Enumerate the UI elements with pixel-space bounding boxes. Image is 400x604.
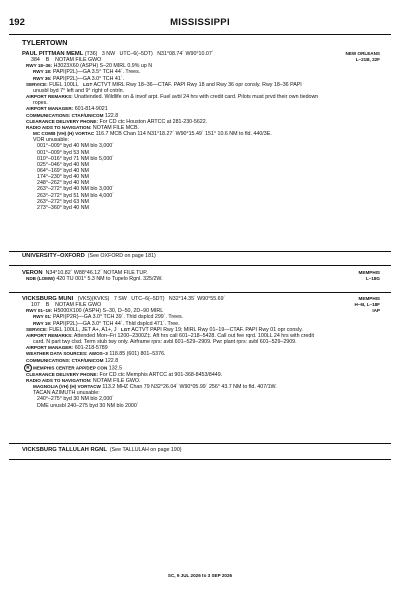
clearance-label: CLEARANCE DELIVERY PHONE: <box>26 118 98 124</box>
clearance-label: CLEARANCE DELIVERY PHONE: <box>26 371 98 377</box>
airport-coords: N32°14.35´ W90°55.69´ <box>168 296 226 302</box>
sectional-name: MEMPHIS <box>358 270 380 275</box>
vor-restriction: 248°–262° byd 40 NM <box>37 180 89 187</box>
navaid-entry-veron <box>22 270 380 282</box>
section-divider <box>9 459 391 460</box>
vor-restriction: 273°–360° byd 40 NM <box>37 204 89 211</box>
manager-label: AIRPORT MANAGER: <box>26 345 74 351</box>
runway-label: RWY 01–19: <box>26 308 53 314</box>
remarks-data-cont: ropes. <box>33 100 48 107</box>
sectional-name: MEMPHIS <box>358 296 380 301</box>
runway-end-data: PAPI(P2L)—GA 3.0° TCH 41´. <box>52 75 125 82</box>
vortac-data: 116.7 MCB Chan 114 N31°18.27´ W90°15.49´ 151° 10.6 NM to fld. 440/3E. <box>95 131 272 138</box>
runway-end-data: PAPI(P2L)—GA 3.5° TCH 44´. Trees. <box>52 69 141 76</box>
chart-ref: L–18G <box>365 276 380 281</box>
tacan-restriction: 240°–275° byd 30 NM blo 2,000´ <box>37 396 114 403</box>
cross-ref-page: (See OXFORD on page 181) <box>87 253 156 259</box>
manager-phone: 601-218-5789 <box>74 345 108 352</box>
city-name: TYLERTOWN <box>22 38 68 47</box>
radio-aids-data: NOTAM FILE GWO. <box>92 377 141 384</box>
sectional-name: NEW ORLEANS <box>345 51 380 56</box>
effective-dates-footer: SC, 9 JUL 2026 to 3 SEP 2026 <box>167 573 233 578</box>
cross-ref-page: (See TALLULAH on page 190) <box>109 447 182 453</box>
vor-restriction: 263°–272° byd 63 NM <box>37 198 89 205</box>
comm-label: COMMUNICATIONS: CTAF/UNICOM <box>26 112 104 118</box>
cross-ref-tallulah <box>22 447 380 453</box>
runway-end-label: RWY 19: <box>33 320 52 326</box>
runway-end-label: RWY 18: <box>33 69 52 75</box>
utc-offset: UTC–6(–5DT) <box>119 51 153 57</box>
lighting-label: LGT <box>83 81 93 87</box>
lighting-data: ACTVT PAPI Rwy 19; MIRL Rwy 01–19—CTAF. PAPI Rwy 01 opr consly. <box>131 326 303 333</box>
airport-elevation: 384 <box>31 57 40 64</box>
radio-aids-data: NOTAM FILE MCB. <box>92 124 140 131</box>
lighting-data: ACTVT MIRL Rwy 18–36—CTAF. PAPI Rwy 18 and Rwy 36 opr consly. Rwy 18–36 PAPI <box>93 81 302 88</box>
chart-ref: H–6I, L–18F <box>354 302 380 307</box>
vor-restriction: 001°–009° byd 40 NM blo 3,000´ <box>37 143 114 150</box>
runway-end-label: RWY 01: <box>33 314 52 320</box>
airport-class: B <box>45 57 50 64</box>
section-divider <box>9 251 391 252</box>
runway-end-data: PAPI(P2R)—GA 3.0° TCH 39´. Thld dsplcd 299´. Trees. <box>52 314 184 321</box>
vortac-label: MC COMB (VH) (H) VORTAC <box>33 131 95 137</box>
notam-file: NOTAM FILE GWO <box>55 57 102 64</box>
service-data: FUEL 100LL, JET A+, A1+, J <box>49 326 117 333</box>
airport-distance: 7 SW <box>113 296 127 302</box>
tacan-unusable-label: TACAN AZIMUTH unusable: <box>33 390 100 397</box>
state-title: MISSISSIPPI <box>170 17 230 28</box>
cross-ref-name: VICKSBURG TALLULAH RGNL <box>22 447 107 453</box>
page-header <box>9 17 391 31</box>
runway-data: H5000X100 (ASPH) S–30, D–50, 2D–90 MIRL <box>53 308 164 315</box>
remarks-label: AIRPORT REMARKS: <box>26 94 73 100</box>
iap-label: IAP <box>372 308 380 313</box>
service-label: SERVICE: <box>26 81 48 87</box>
section-divider <box>9 443 391 444</box>
service-label: SERVICE: <box>26 326 48 332</box>
navaid-name: VERON <box>22 270 43 276</box>
runway-end-data: PAPI(P2L)—GA 3.0° TCH 44´. Thld dsplcd 471´. Tree. <box>52 320 180 327</box>
airport-entry-vicksburg <box>22 296 380 409</box>
runway-end-label: RWY 36: <box>33 75 52 81</box>
weather-data: 118.85 (601) 801–5376. <box>109 351 166 358</box>
page-number: 192 <box>9 17 25 28</box>
dme-restriction: DME unusbl 240–275 byd 30 NM blo 2000´ <box>37 402 139 409</box>
radar-service-symbol: R <box>24 364 32 372</box>
ndb-label: NDB (LOMW) <box>26 276 55 282</box>
vor-restriction: 174°–230° byd 40 NM <box>37 174 89 181</box>
lighting-label: LGT <box>120 326 131 332</box>
vortac-label: MAGNOLIA (VH) (H) VORTACW <box>33 384 101 390</box>
manager-phone: 601-814-9021 <box>74 106 108 113</box>
remarks-label: AIRPORT REMARKS: <box>26 332 73 338</box>
weather-label: WEATHER DATA SOURCES: AWOS–3 <box>26 351 108 357</box>
remarks-data-cont: card. N part twy clsd. Term stub twy only. Airframe rprs: avbl 601–529–2909. Pwr plant rprs: avbl 601–529–2909. <box>33 339 297 346</box>
approach-label: MEMPHIS CENTER APP/DEP CON <box>33 365 108 371</box>
airport-ident: (VKS)(KVKS) <box>77 296 110 302</box>
clearance-data: For CD ctc Houston ARTCC at 281-230-5622. <box>99 118 208 125</box>
remarks-data: Unattended. Wildlife on & invof arpt. Fuel avbl 24 hrs with credit card. Pilots must prvd their own tiedown <box>74 94 319 101</box>
comm-freq: 122.8 <box>104 357 119 364</box>
utc-offset: UTC–6(–5DT) <box>131 296 165 302</box>
approach-freq: 132.5 <box>108 365 123 372</box>
ndb-data: 420 TU 001° 5.3 NM to Tupelo Rgnl. 325/2W. <box>56 276 163 283</box>
radio-aids-label: RADIO AIDS TO NAVIGATION: <box>26 124 92 130</box>
chart-ref: L–21B, 22F <box>355 57 380 62</box>
vortac-data: 113.2 MHZ Chan 79 N32°26.04´ W90°05.99´ 256° 43.7 NM to fld. 407/1W. <box>102 384 277 391</box>
runway-label: RWY 18–36: <box>26 63 53 69</box>
airport-distance: 3 NW <box>101 51 116 57</box>
comm-freq: 122.8 <box>104 112 119 119</box>
clearance-data: For CD ctc Memphis ARTCC at 901-368-8453/8449. <box>99 371 223 378</box>
vor-restriction: 064°–169° byd 40 NM <box>37 167 89 174</box>
service-data: FUEL 100LL <box>49 81 79 88</box>
navaid-coords: N34°10.82´ W88°46.12´ NOTAM FILE TUP. <box>45 270 148 276</box>
section-divider <box>9 292 391 293</box>
comm-label: COMMUNICATIONS: CTAF/UNICOM <box>26 357 104 363</box>
airport-coords: N31°08.74´ W90°10.07´ <box>157 51 214 57</box>
lighting-data-cont: unusbl byd 7° left and 9° right of cntrln. <box>33 87 125 94</box>
vor-restriction: 010°–016° byd 71 NM blo 5,000´ <box>37 155 114 162</box>
airport-name: VICKSBURG MUNI <box>22 296 74 302</box>
airport-ident: (T36) <box>84 51 98 57</box>
runway-data: H3023X60 (ASPH) S–20 MIRL 0.9% up N <box>53 63 153 70</box>
airport-elevation: 107 <box>31 302 40 309</box>
airport-name: PAUL PITTMAN MEML <box>22 51 84 57</box>
vor-restriction: 263°–272° byd 51 NM blo 4,000´ <box>37 192 114 199</box>
radio-aids-label: RADIO AIDS TO NAVIGATION: <box>26 377 92 383</box>
airport-entry-paul-pittman <box>22 51 380 211</box>
cross-ref-name: UNIVERSITY–OXFORD <box>22 253 85 259</box>
vor-restriction: 263°–272° byd 40 NM blo 3,000´ <box>37 186 114 193</box>
cross-ref-university <box>22 253 380 259</box>
airport-class: B <box>45 302 50 309</box>
notam-file: NOTAM FILE GWO <box>55 302 102 309</box>
header-rule <box>9 34 391 35</box>
vor-restriction: 001°–009° byd 53 NM <box>37 149 89 156</box>
manager-label: AIRPORT MANAGER: <box>26 106 74 112</box>
vor-unusable-label: VOR unusable: <box>33 137 69 144</box>
vor-restriction: 025°–046° byd 40 NM <box>37 161 89 168</box>
remarks-data: Attended Mon–Fri 1200–2300Z‡. Aft hrs call 601–218–5428. Call out fee rqrd. 100LL 24 hrs with credit <box>73 332 314 339</box>
section-divider <box>9 265 391 266</box>
